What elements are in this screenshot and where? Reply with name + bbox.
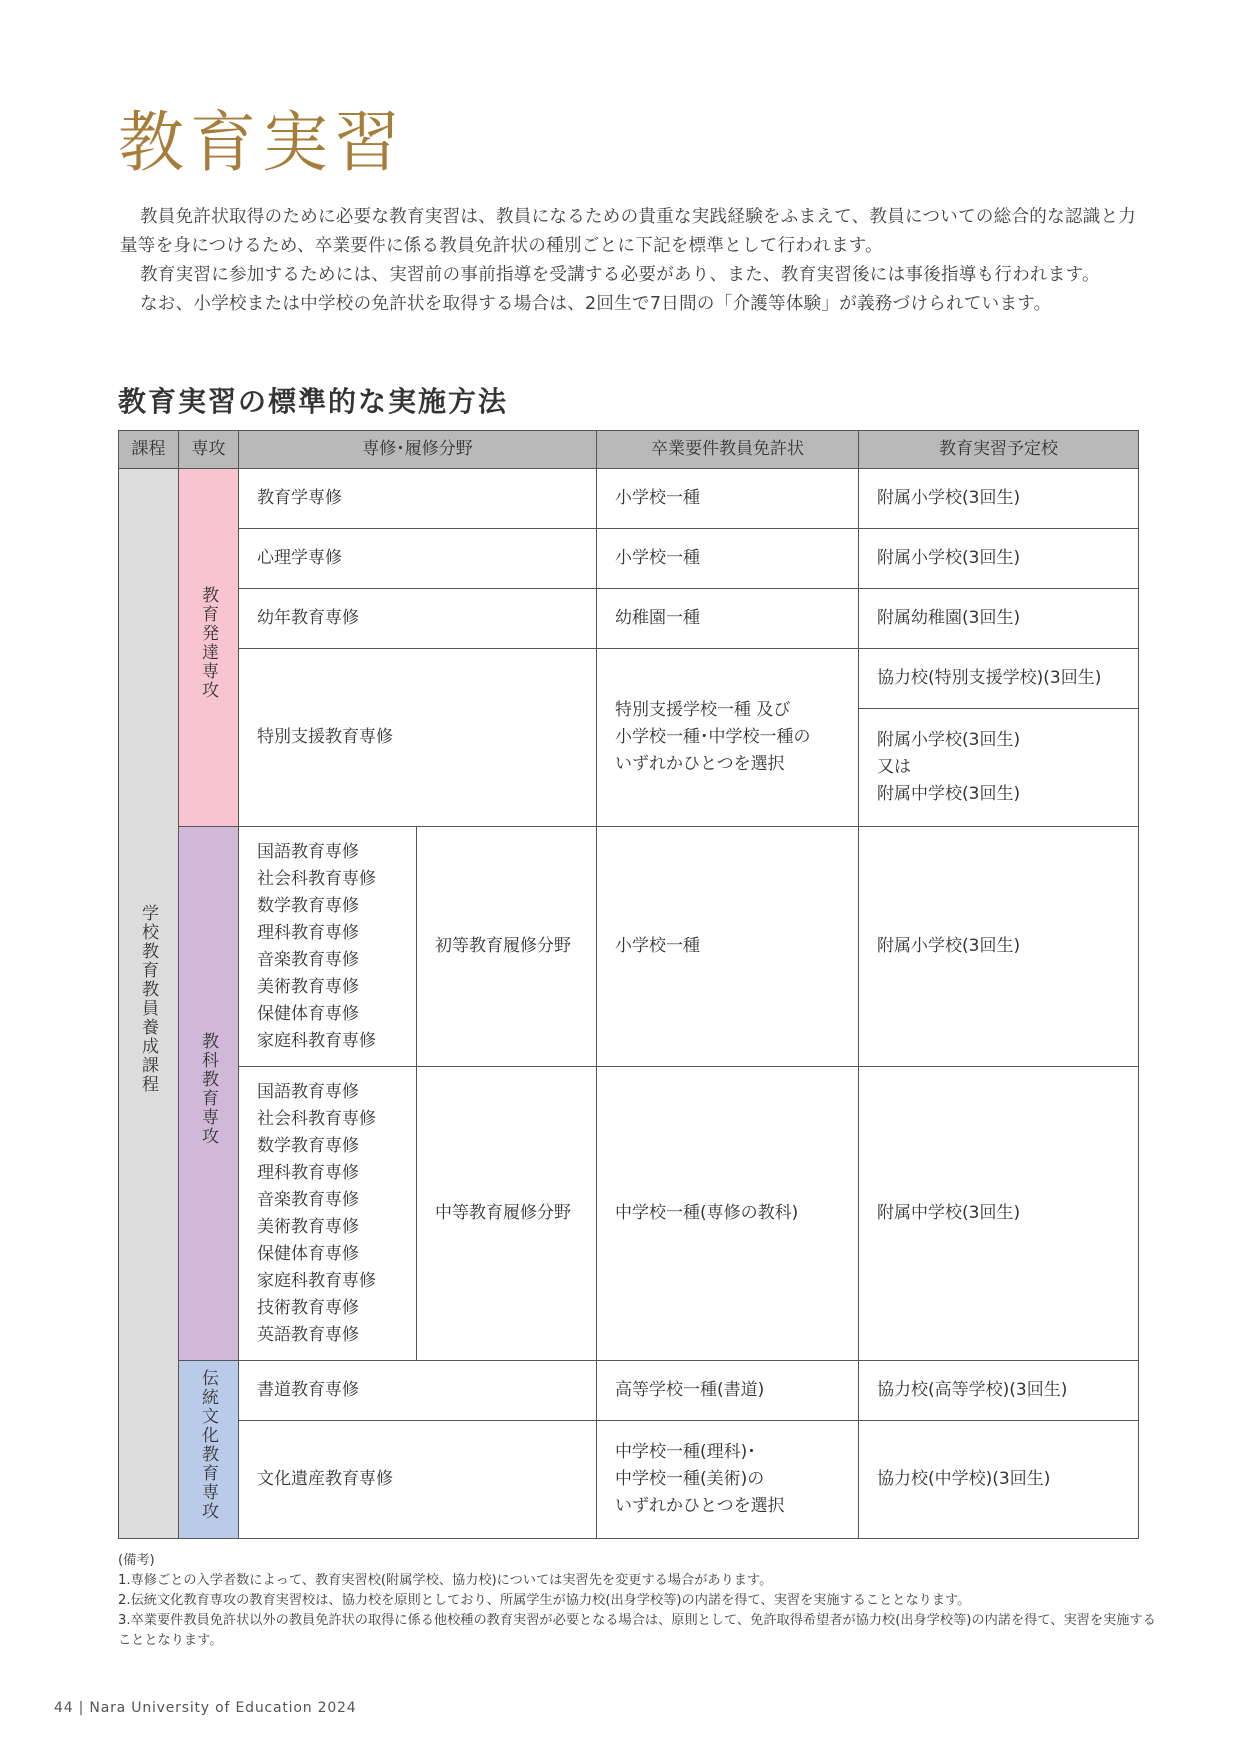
intro-paragraph-2: 教育実習に参加するためには、実習前の事前指導を受講する必要があり、また、教育実習後には事後指導も行われます。 <box>140 265 1100 285</box>
school-cell: 附属幼稚園(3回生) <box>859 589 1139 649</box>
school-cell: 附属中学校(3回生) <box>859 1067 1139 1361</box>
table-row <box>119 469 1139 529</box>
header-field: 専修･履修分野 <box>239 431 597 469</box>
note-item: 2.伝統文化教育専攻の教育実習校は、協力校を原則としており、所属学生が協力校(出身学校等)の内諾を得て、実習を実施することとなります。 <box>118 1593 971 1608</box>
notes-heading: (備考) <box>118 1553 155 1568</box>
header-major: 専攻 <box>179 431 239 469</box>
section-title: 教育実習の標準的な実施方法 <box>118 385 509 418</box>
field-cell: 心理学専修 <box>239 529 597 589</box>
license-cell: 小学校一種 <box>597 529 859 589</box>
table-row <box>119 529 1139 589</box>
major-development-cell: 教育発達専攻 <box>179 469 239 827</box>
school-cell: 附属小学校(3回生) <box>859 827 1139 1067</box>
school-cell: 附属小学校(3回生) <box>859 529 1139 589</box>
track-cell: 初等教育履修分野 <box>417 827 597 1067</box>
intro-text <box>120 203 1150 319</box>
practicum-table <box>118 430 1139 1539</box>
course-cell: 学校教育教員養成課程 <box>119 469 179 1539</box>
table-row <box>119 1421 1139 1539</box>
school-cell: 協力校(特別支援学校)(3回生) <box>859 649 1139 709</box>
field-cell: 特別支援教育専修 <box>239 649 597 827</box>
table-row <box>119 589 1139 649</box>
intro-paragraph-3: なお、小学校または中学校の免許状を取得する場合は、2回生で7日間の「介護等体験」が義務づけられています。 <box>140 294 1052 314</box>
license-cell: 中学校一種(専修の教科) <box>597 1067 859 1361</box>
license-cell: 幼稚園一種 <box>597 589 859 649</box>
license-cell: 中学校一種(理科)･ 中学校一種(美術)の いずれかひとつを選択 <box>597 1421 859 1539</box>
license-cell: 小学校一種 <box>597 469 859 529</box>
notes <box>118 1551 1158 1651</box>
field-list-cell: 国語教育専修 社会科教育専修 数学教育専修 理科教育専修 音楽教育専修 美術教育専修 保健体育専修 家庭科教育専修 <box>239 827 417 1067</box>
track-cell: 中等教育履修分野 <box>417 1067 597 1361</box>
note-item: 1.専修ごとの入学者数によって、教育実習校(附属学校、協力校)については実習先を変更する場合があります。 <box>118 1573 773 1588</box>
table-row <box>119 1067 1139 1361</box>
major-tradition-cell: 伝統文化教育専攻 <box>179 1361 239 1539</box>
field-list-cell: 国語教育専修 社会科教育専修 数学教育専修 理科教育専修 音楽教育専修 美術教育専修 保健体育専修 家庭科教育専修 技術教育専修 英語教育専修 <box>239 1067 417 1361</box>
license-cell: 小学校一種 <box>597 827 859 1067</box>
note-item: 3.卒業要件教員免許状以外の教員免許状の取得に係る他校種の教育実習が必要となる場合は、原則として、免許取得希望者が協力校(出身学校等)の内諾を得て、実習を実施することとなります。 <box>118 1613 1156 1648</box>
header-license: 卒業要件教員免許状 <box>597 431 859 469</box>
page-footer: 44 | Nara University of Education 2024 <box>54 1700 357 1716</box>
intro-paragraph-1: 教員免許状取得のために必要な教育実習は、教員になるための貴重な実践経験をふまえて、教員についての総合的な認識と力量等を身につけるため、卒業要件に係る教員免許状の種別ごとに下記を標準として行われます。 <box>120 207 1137 256</box>
table-row <box>119 649 1139 709</box>
field-cell: 幼年教育専修 <box>239 589 597 649</box>
school-cell: 附属小学校(3回生) <box>859 469 1139 529</box>
table-header-row <box>119 431 1139 469</box>
table-row <box>119 1361 1139 1421</box>
major-subject-cell: 教科教育専攻 <box>179 827 239 1361</box>
table-row <box>119 827 1139 1067</box>
field-cell: 教育学専修 <box>239 469 597 529</box>
field-cell: 文化遺産教育専修 <box>239 1421 597 1539</box>
header-course: 課程 <box>119 431 179 469</box>
school-cell: 協力校(中学校)(3回生) <box>859 1421 1139 1539</box>
field-cell: 書道教育専修 <box>239 1361 597 1421</box>
school-cell: 協力校(高等学校)(3回生) <box>859 1361 1139 1421</box>
page-title: 教育実習 <box>118 104 406 181</box>
school-cell: 附属小学校(3回生) 又は 附属中学校(3回生) <box>859 709 1139 827</box>
license-cell: 高等学校一種(書道) <box>597 1361 859 1421</box>
header-school: 教育実習予定校 <box>859 431 1139 469</box>
license-cell: 特別支援学校一種 及び 小学校一種･中学校一種の いずれかひとつを選択 <box>597 649 859 827</box>
